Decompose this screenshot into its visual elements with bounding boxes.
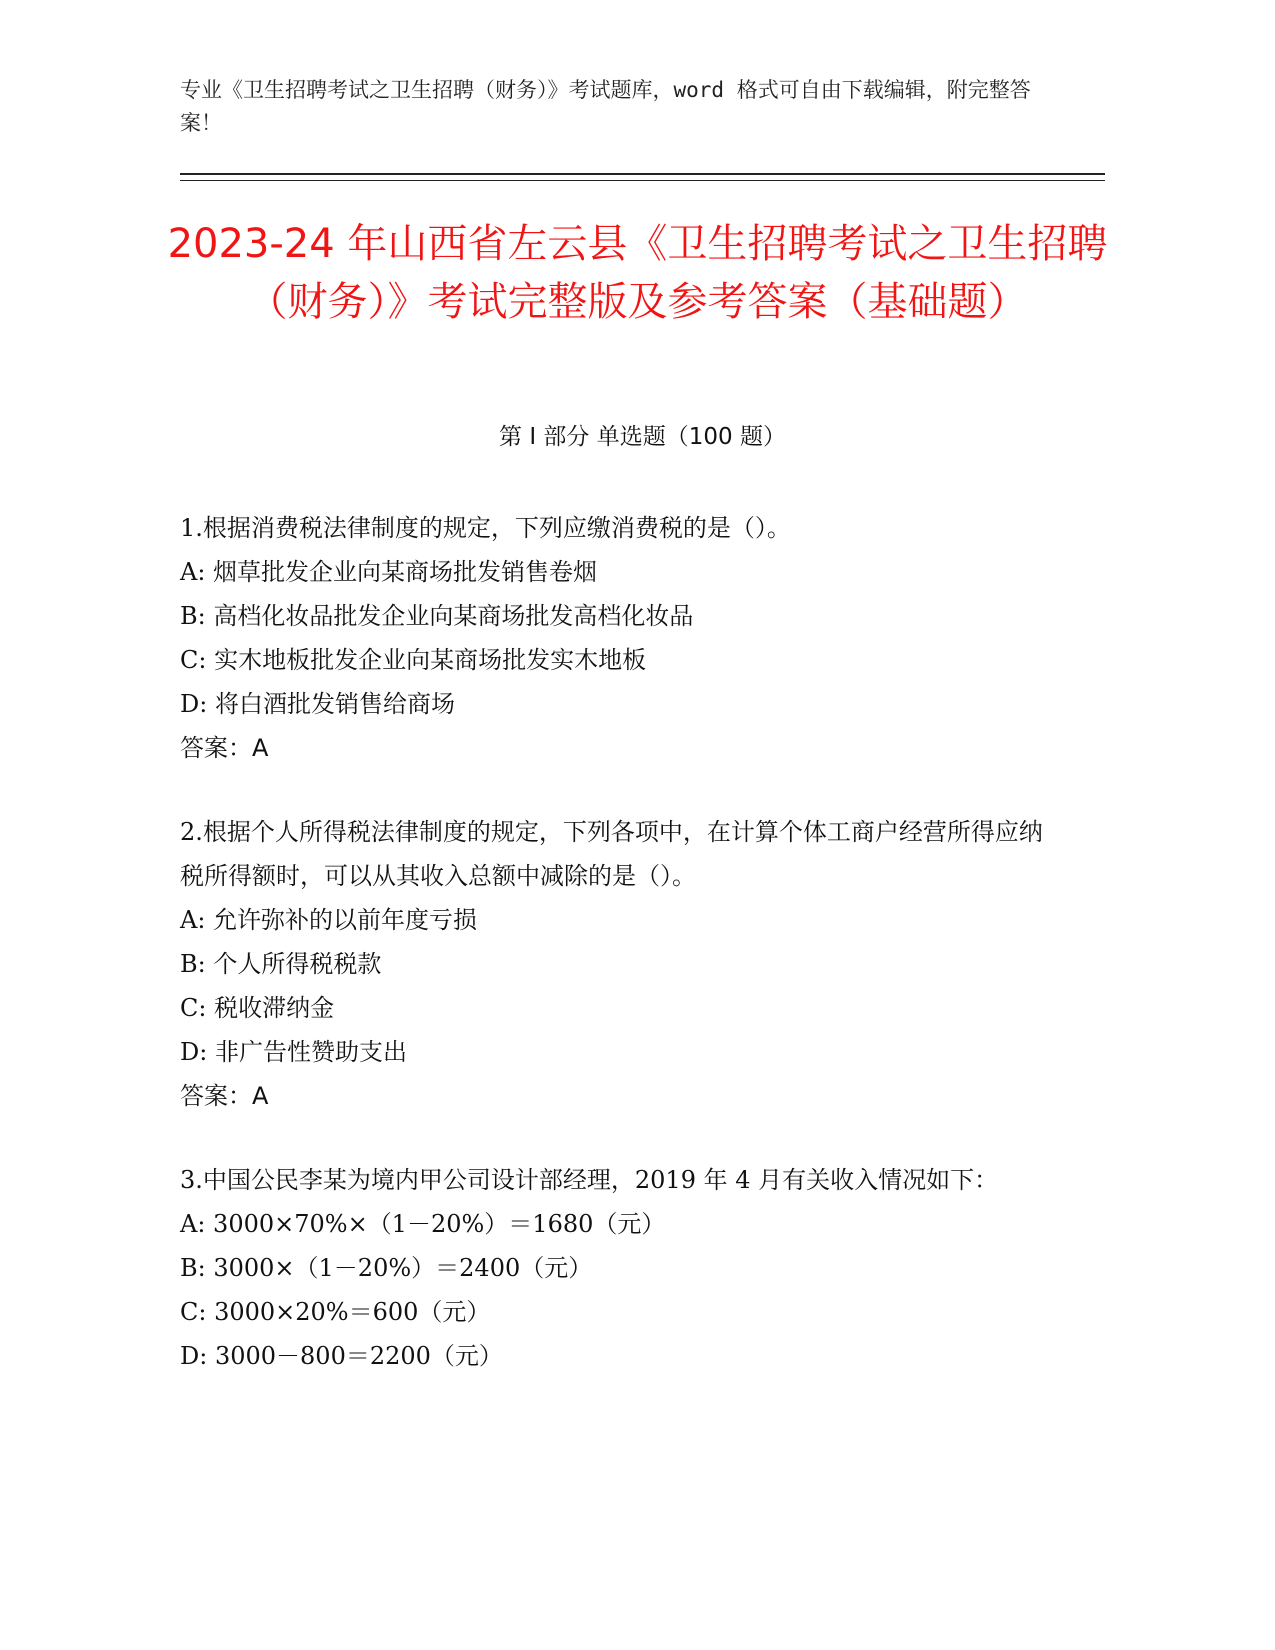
question-stem: 3.中国公民李某为境内甲公司设计部经理，2019 年 4 月有关收入情况如下： xyxy=(180,1166,999,1194)
section-heading: 第 I 部分 单选题（100 题） xyxy=(499,424,786,450)
document-title: 2023-24 年山西省左云县《卫生招聘考试之卫生招聘（财务）》考试完整版及参考答案（基础题） xyxy=(167,221,1108,325)
option-c: C: 3000×20%＝600（元） xyxy=(180,1298,491,1326)
option-a: A: 3000×70%×（1－20%）＝1680（元） xyxy=(180,1210,666,1238)
question-list xyxy=(180,506,1050,1418)
question-2 xyxy=(180,810,1050,1118)
option-b: B: 个人所得税税款 xyxy=(180,950,382,978)
header-divider-thick xyxy=(180,173,1105,175)
option-b: B: 高档化妆品批发企业向某商场批发高档化妆品 xyxy=(180,602,694,630)
option-d: D: 将白酒批发销售给商场 xyxy=(180,690,455,718)
question-stem: 2.根据个人所得税法律制度的规定，下列各项中，在计算个体工商户经营所得应纳税所得额时，可以从其收入总额中减除的是（）。 xyxy=(180,818,1043,890)
option-b: B: 3000×（1－20%）＝2400（元） xyxy=(180,1254,593,1282)
question-stem: 1.根据消费税法律制度的规定，下列应缴消费税的是（）。 xyxy=(180,514,791,542)
header-note: 专业《卫生招聘考试之卫生招聘（财务）》考试题库，word 格式可自由下载编辑，附完整答案！ xyxy=(180,78,1031,135)
option-d: D: 非广告性赞助支出 xyxy=(180,1038,407,1066)
header-divider-thin xyxy=(180,180,1105,181)
question-3 xyxy=(180,1158,1050,1378)
option-c: C: 税收滞纳金 xyxy=(180,994,335,1022)
option-a: A: 允许弥补的以前年度亏损 xyxy=(180,906,478,934)
option-c: C: 实木地板批发企业向某商场批发实木地板 xyxy=(180,646,647,674)
option-a: A: 烟草批发企业向某商场批发销售卷烟 xyxy=(180,558,598,586)
question-1 xyxy=(180,506,1050,770)
answer: 答案：A xyxy=(180,734,269,762)
option-d: D: 3000－800＝2200（元） xyxy=(180,1342,503,1370)
answer: 答案：A xyxy=(180,1082,269,1110)
